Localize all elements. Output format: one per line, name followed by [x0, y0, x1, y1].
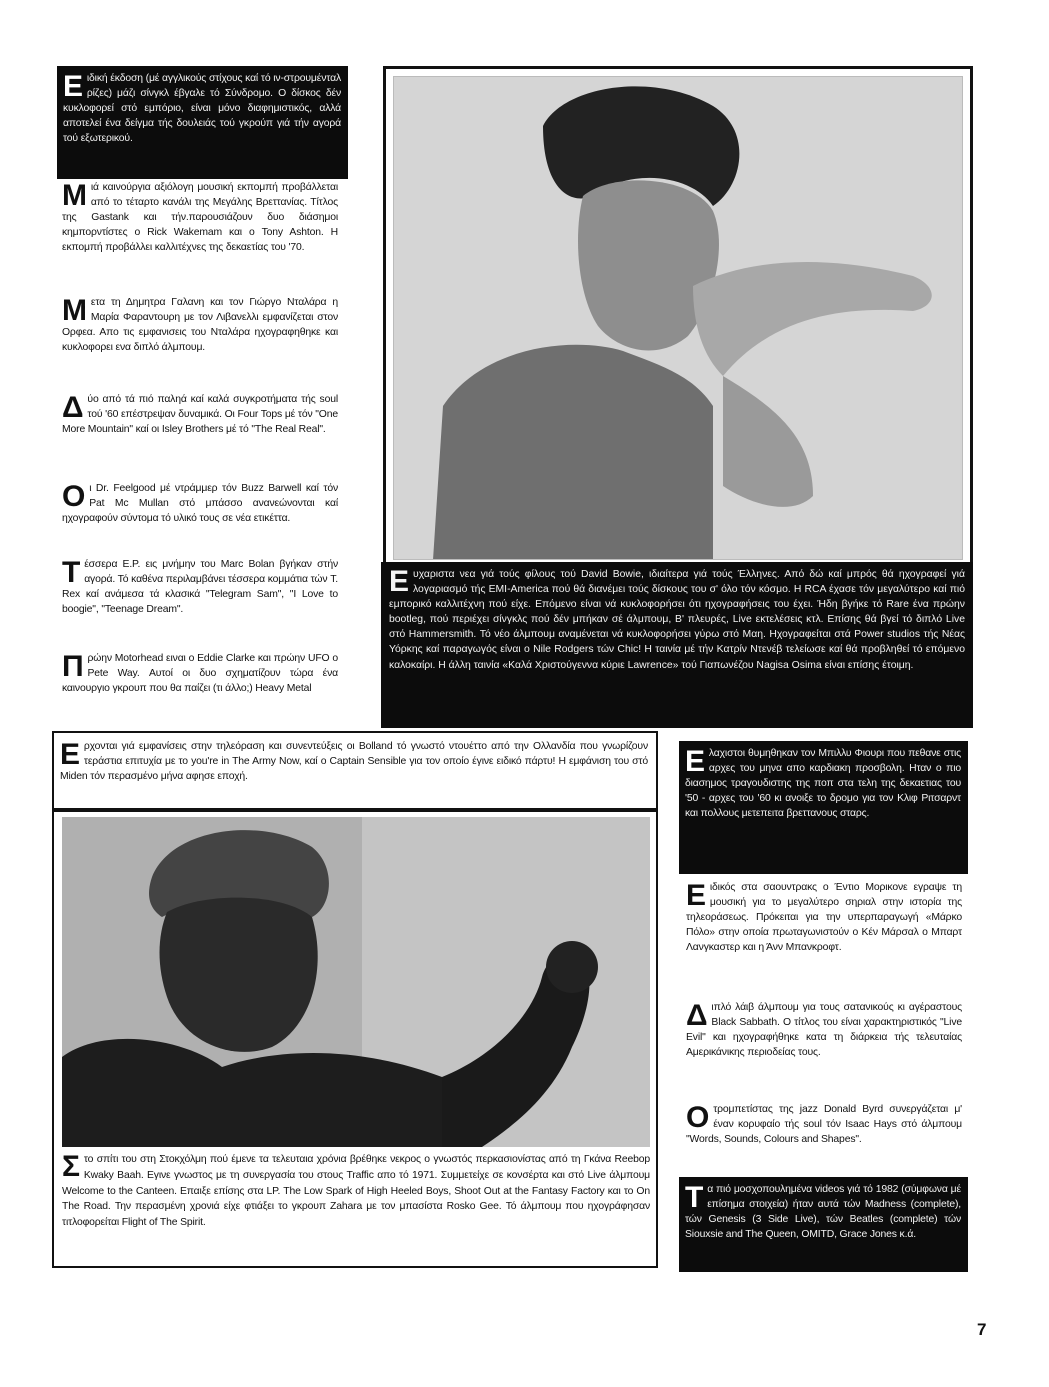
news-item-videos-1982 — [679, 1177, 968, 1272]
news-text: ιπλό λάιβ άλμπουμ για τους σατανικούς κι αγέραστους Black Sabbath. Ο τίτλος του είναι χαρακτηριστικός "Live Evil" και ηχογραφήθηκε κατα τη διάρκεια τής τελευταίας Αμερικάνικης περιοδείας τους. — [686, 1002, 962, 1058]
news-item-farantouri — [62, 296, 338, 386]
news-item-syndromo — [57, 66, 348, 179]
drop-cap: Ο — [686, 1103, 710, 1134]
news-item-tv-show — [62, 181, 338, 286]
david-bowie-photo — [393, 76, 963, 560]
drop-cap: Ο — [62, 482, 86, 513]
news-text: ι Dr. Feelgood μέ ντράμμερ τόν Buzz Barwell καί τόν Pat Mc Mullan στό μπάσσο ανανεώνονται καί ηχογραφούν σύντομα τό υλικό τους σε νέα ετικέττα. — [62, 483, 338, 524]
news-text: ετα τη Δημητρα Γαλανη και τον Γιώργο Νταλάρα η Μαρία Φαραντουρη με τον Λιβανελλι εμφανίζεται στον Ορφεα. Απο τις εμφανισεις του Νταλάρα ηχογραφηθηκε και κυκλοφορει ενα διπλό άλμπουμ. — [62, 297, 338, 353]
news-text: τρομπετίστας της jazz Donald Byrd συνεργάζεται μ' έναν κορυφαίο τής soul τόν Isaac Hays στό άλμπουμ "Words, Sounds, Colours and Shapes". — [686, 1104, 962, 1145]
drop-cap: Δ — [62, 393, 84, 424]
drop-cap: Τ — [62, 558, 81, 589]
news-item-morricone — [686, 881, 962, 989]
caption-text: υχαριστα νεα γιά τούς φίλους τού David Bowie, ιδιαίτερα γιά τούς Έλληνες. Από δώ καί μπρός θά ηχογραφεί γιά λογαριασμό τής EMI-America πού θά διανέμει τούς δίσκους του σ' όλο τόν κόσμο. Η RCA έχασε τόν μεγαλύτερο καί πιό εμπορικό καλλιτέχνη πού είχε. Επόμενο είναι νά κυκλοφορήσει ότι ηχογραφήσεις του έχει. Ήδη βγήκε τό Rare ένα πρώην bootleg, πού περιέχει σίνγκλς πού δέν μπήκαν σέ άλμπουμ, Β' πλευρές, Live εκτελέσεις κτλ. Επίσης θά βγεί τό διπλό Live στό Hammersmith. Τό νέο άλμπουμ αναμένεται νά κυκλοφορήσει γύρω στό Μαη. Ηχογραφείται στά Power studios τής Νέας Υόρκης καί παραγωγός είναι ο Nile Rodgers τών Chic! Η ταινία μέ τήν Κατρίν Ντενέβ τελείωσε καί θά προβληθεί τό επόμενο καλοκαίρι. Η άλλη ταινία «Καλά Χριστούγεννα κύριε Lawrence» τού Γιαπωνέζου Nagisa Osima είναι επίσης έτοιμη. — [389, 569, 965, 671]
news-item-soul — [62, 393, 338, 465]
drop-cap: Ε — [60, 740, 80, 771]
news-text: έσσερα E.P. εις μνήμην του Marc Bolan βγήκαν στήν αγορά. Τό καθένα περιλαμβάνει τέσσερα κομμάτια τών T. Rex καί ανάμεσα τά κλασικά "Telegram Sam", "I Love to boogie", "Teenage Dream". — [62, 559, 338, 615]
news-item-motorhead — [62, 652, 338, 720]
drop-cap: Ε — [686, 881, 706, 912]
news-item-black-sabbath — [686, 1001, 962, 1091]
page-number: 7 — [977, 1320, 987, 1339]
news-text: ιδική έκδοση (μέ αγγλικούς στίχους καί τό ιν-στρουμένταλ ρίζες) μάζι σίνγκλ έβγαλε τό Σύνδρομο. Ο δίσκος δέν κυκλοφορεί στό εμπόριο, είναι μόνο διαφημιστικός, αλλά αποτελεί ένα δείγμα τής δουλειάς τού γκρούπ γιά τήν αγορά τού εξωτερικού. — [63, 73, 341, 144]
news-text: ιά καινούργια αξιόλογη μουσική εκπομπή προβάλλεται από το τέταρτο κανάλι της Μεγάλης Βρεττανίας. Τίτλος της Gastank και τήν.παρουσιάζουν δυο διάσημοι κημπορντίστες ο Rick Wakemam και ο Tony Ashton. Η εκπομπή προβάλλει καλλιτέχνες της δεκαετίας του '70. — [62, 182, 338, 253]
news-text: ρχονται γιά εμφανίσεις στην τηλεόραση και συνεντεύξεις οι Bolland τό γνωστό ντουέττο από την Ολλανδία που γνωρίζουν τεράστια επιτυχία με το you're in The Army Now, καί ο Captain Sensible για τον οποίο έγινε ειδικό πάρτυ! Η εμφάνιση του στό Miden τόν περασμένο μήνα αφησε εποχή. — [60, 741, 648, 782]
drop-cap: Μ — [62, 296, 87, 327]
news-item-bolland — [60, 740, 648, 806]
news-text: ύο από τά πιό παληά καί καλά συγκροτήματα τής soul τού '60 επέστρεψαν δυναμικά. Οι Four Tops μέ τόν "One More Mountain" καί οι Isley Brothers μέ τό "The Real Real". — [62, 394, 338, 435]
news-text: λαχιστοι θυμηθηκαν τον Μπιλλυ Φιουρι που πεθανε στις αρχες του μηνα απο καρδιακη προσβολη. Ηταν ο πιο διασημος τραγουδιστης της ποπ στα τελη της δεκαετιας του '50 - αρχες του '60 κι ανοιξε το δρομο για τον Κλιφ Ριτσαρντ και πολλους μετεπειτα βρεττανους σταρς. — [685, 748, 961, 819]
news-item-billy-fury — [679, 741, 968, 874]
drop-cap: Μ — [62, 181, 87, 212]
news-text: ιδικός στα σαουντρακς ο Έντιο Μορικονε εγραψε τη μουσική για το μεγαλύτερο σηριαλ στην ιστορία της τηλεοράσεως. Πρόκειται για την υπερπαραγωγή «Μάρκο Πόλο» στην οποία πρωταγωνιστούν ο Κέν Μάρσαλ ο Μπαρτ Λανγκαστερ και η Άνν Μπανκροφτ. — [686, 882, 962, 953]
news-item-donald-byrd — [686, 1103, 962, 1171]
drop-cap: Ε — [63, 70, 83, 103]
drop-cap: Τ — [685, 1181, 704, 1214]
news-item-feelgood — [62, 482, 338, 546]
drop-cap: Π — [62, 652, 84, 683]
news-text: ρώην Motorhead ειναι ο Eddie Clarke και πρώην UFO ο Pete Way. Αυτοί οι δυο σχηματίζουν τώρα ένα καινουργιο γκρουπ που θα παίζει (τι άλλο;) Heavy Metal — [62, 653, 338, 694]
drop-cap: Δ — [686, 1001, 708, 1032]
drop-cap: Ε — [389, 565, 410, 598]
news-item-reebop — [62, 1152, 650, 1260]
drop-cap: Ε — [685, 745, 705, 778]
bowie-caption — [381, 562, 973, 728]
news-item-marc-bolan — [62, 558, 338, 646]
reebop-kwaku-baah-photo — [62, 817, 650, 1147]
caption-text: το σπίτι του στη Στοκχόλμη πού έμενε τα τελευταια χρόνια βρέθηκε νεκρος ο γνωστός περκασιονίστας από τη Γκάνα Reebop Kwaky Baah. Εγινε γνωστος με τη συνεργασία του στους Traffic απο τό 1971. Συμμετείχε σε κονσέρτα και στό Live άλμπουμ Welcome to the Canteen. Επαιξε επίσης στα LP. The Low Spark of High Heeled Boys, Shoot Out at the Fantasy Factory και το On The Road. Την περασμένη χρονιά είχε φτιάξει το γκρουπ Zahara με τον μπασίστα Rosko Gee. Τό άλμπουμ που ηχογράφησαν τιτλοφορείται Flight of The Spirit. — [62, 1154, 650, 1229]
news-text: α πιό μοσχοπουλημένα videos γιά τό 1982 (σύμφωνα μέ επίσημα στοιχεία) ήταν αυτά τών Madness (complete), τών Genesis (3 Side Live), τών Beatles (complete) τών Siouxsie and The Queen, OMITD, Grace Jones κ.ά. — [685, 1184, 961, 1240]
drop-cap: Σ — [62, 1152, 80, 1183]
